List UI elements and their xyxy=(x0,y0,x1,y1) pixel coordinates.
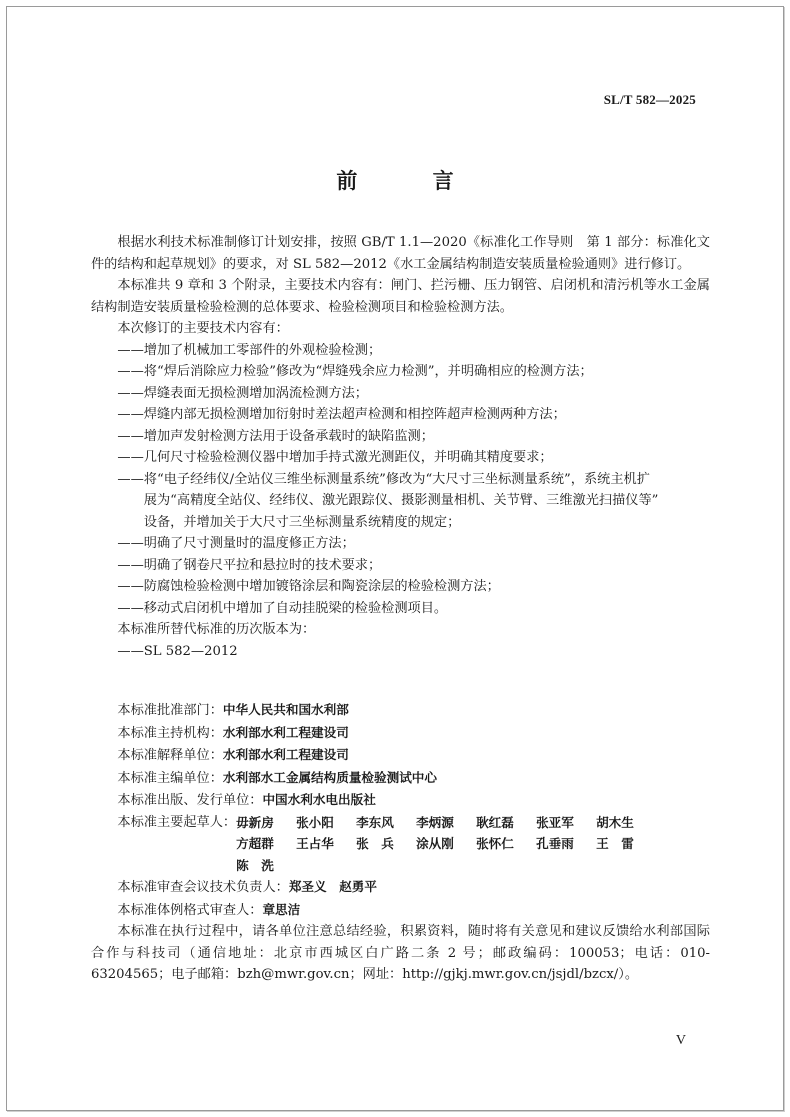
drafter-name: 张亚军 xyxy=(536,814,574,830)
standard-code: SL/T 582—2025 xyxy=(603,92,696,107)
revision-item: ——几何尺寸检验检测仪器中增加手持式激光测距仪，并明确其精度要求； xyxy=(117,450,553,465)
revision-item: ——增加声发射检测方法用于设备承载时的缺陷监测； xyxy=(117,428,434,444)
revision-item: ——焊缝内部无损检测增加衍射时差法超声检测和相控阵超声检测两种方法； xyxy=(117,407,566,422)
drafter-name: 耿红磊 xyxy=(476,814,514,830)
drafter-name: 孔垂雨 xyxy=(536,836,574,851)
drafter-name: 张小阳 xyxy=(296,814,334,830)
drafter-name: 王占华 xyxy=(296,836,334,851)
drafter-name: 李东风 xyxy=(356,814,394,830)
history-intro: 本标准所替代标准的历次版本为： xyxy=(117,622,316,637)
drafter-name: 胡木生 xyxy=(596,814,634,830)
history-item: ——SL 582—2012 xyxy=(117,643,238,659)
paragraph-intro: 根据水利技术标准制修订计划安排，按照 GB/T 1.1—2020《标准化工作导则 第 1 部分：标准化文件的结构和起草规划》的要求，对 SL 582—2012《水工金属结构制造安装质量检验通则》进行修订。 xyxy=(91,235,710,272)
meta-approval: 本标准批准部门：中华人民共和国水利部 xyxy=(117,702,349,718)
page-title: 前 言 xyxy=(336,169,488,193)
drafter-name: 涂从刚 xyxy=(416,836,454,851)
closing-paragraph: 本标准在执行过程中，请各单位注意总结经验，积累资料，随时将有关意见和建议反馈给水利部国际合作与科技司（通信地址：北京市西城区白广路二条 2 号；邮政编码：100053；电话：010-63204565；电子邮箱：bzh@mwr.gov.cn；网址：http://gjkj.mwr.gov.cn/jsjdl/bzcx/）。 xyxy=(91,924,710,982)
revision-item: ——明确了钢卷尺平拉和悬拉时的技术要求； xyxy=(117,557,382,573)
meta-publisher: 本标准出版、发行单位：中国水利水电出版社 xyxy=(117,792,376,808)
drafter-name: 王 雷 xyxy=(596,836,634,851)
drafter-names xyxy=(236,812,656,877)
revision-item-continued: 展为“高精度全站仪、经纬仪、激光跟踪仪、摄影测量相机、关节臂、三维激光扫描仪等” xyxy=(143,493,659,508)
revision-item: ——增加了机械加工零部件的外观检验检测； xyxy=(117,342,382,358)
drafter-name: 毋新房 xyxy=(236,814,274,830)
meta-chief-editor: 本标准主编单位：水利部水工金属结构质量检验测试中心 xyxy=(117,769,437,786)
revision-item: ——移动式启闭机中增加了自动挂脱梁的检验检测项目。 xyxy=(117,600,448,616)
drafter-name: 张 兵 xyxy=(356,836,394,851)
document-body xyxy=(91,232,710,986)
page-number: V xyxy=(675,1033,686,1048)
meta-format-reviewer: 本标准体例格式审查人：章思洁 xyxy=(117,901,301,918)
meta-interpretation: 本标准解释单位：水利部水利工程建设司 xyxy=(117,747,349,763)
revision-item: ——将“焊后消除应力检验”修改为“焊缝残余应力检测”，并明确相应的检测方法； xyxy=(117,364,593,379)
drafters-label: 本标准主要起草人： xyxy=(117,814,237,830)
revision-item: ——防腐蚀检验检测中增加镀铬涂层和陶瓷涂层的检验检测方法； xyxy=(117,579,500,594)
revision-item: ——明确了尺寸测量时的温度修正方法； xyxy=(117,536,355,551)
revision-item: ——焊缝表面无损检测增加涡流检测方法； xyxy=(117,385,368,401)
revision-item-continued: 设备，并增加关于大尺寸三坐标测量系统精度的规定； xyxy=(143,514,461,530)
drafter-name: 李炳源 xyxy=(416,814,454,830)
drafter-name: 张怀仁 xyxy=(476,836,514,851)
paragraph-revision-intro: 本次修订的主要技术内容有： xyxy=(117,321,289,336)
meta-review-lead: 本标准审查会议技术负责人：郑圣义 赵勇平 xyxy=(117,879,377,895)
meta-host: 本标准主持机构：水利部水利工程建设司 xyxy=(117,724,349,741)
revision-item: ——将“电子经纬仪/全站仪三维坐标测量系统”修改为“大尺寸三坐标测量系统”，系统主机扩 xyxy=(117,471,650,487)
meta-drafters xyxy=(91,812,710,877)
drafter-name: 陈 洗 xyxy=(236,857,274,873)
paragraph-content: 本标准共 9 章和 3 个附录，主要技术内容有：闸门、拦污栅、压力钢管、启闭机和清污机等水工金属结构制造安装质量检验检测的总体要求、检验检测项目和检验检测方法。 xyxy=(91,278,710,315)
drafter-name: 方超群 xyxy=(236,836,274,851)
